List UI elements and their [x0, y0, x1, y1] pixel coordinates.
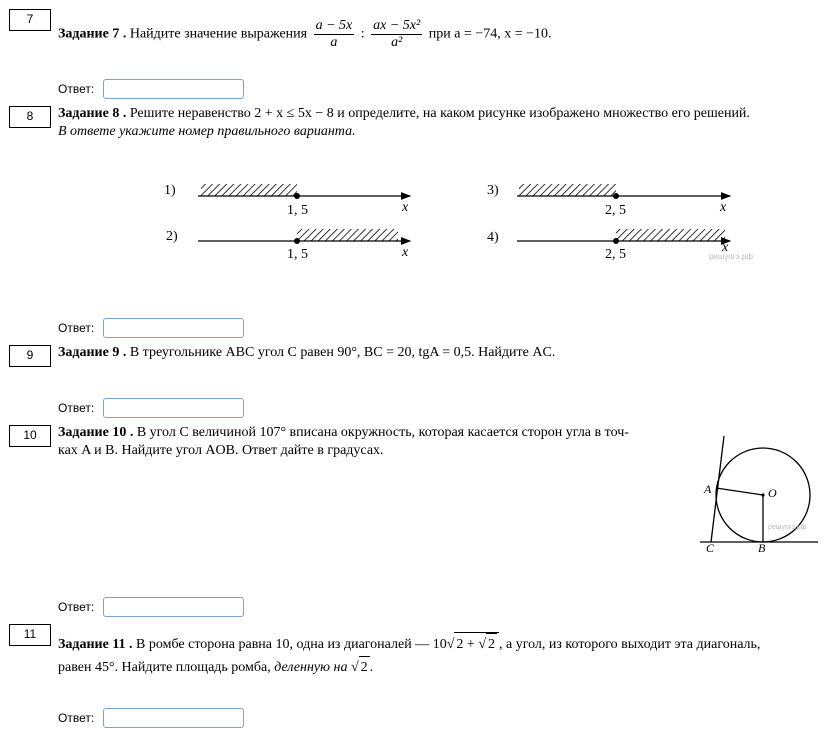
option-3-point: 2, 5 — [605, 203, 626, 218]
task-11-heading: Задание 11 . — [58, 637, 133, 652]
answer-input-8[interactable] — [103, 318, 244, 338]
task-8-heading: Задание 8 . — [58, 106, 127, 121]
answer-input-11[interactable] — [103, 708, 244, 728]
task-10-prompt-2: ках A и B. Найдите угол AOB. Ответ дайте в градусах. — [58, 443, 384, 458]
nested-radical: 10√ 2 + √ 2 — [433, 637, 499, 652]
division-sign: : — [360, 26, 365, 42]
task-8-prompt: Решите неравенство 2 + x ≤ 5x − 8 и определите, на каком рисунке изображено множество его решений. — [129, 106, 750, 121]
fraction-1-numerator: a − 5x — [315, 18, 353, 33]
option-1-variable: x — [402, 200, 409, 215]
option-4-label: 4) — [487, 230, 499, 245]
task-11-prompt-3: равен 45°. Найдите площадь ромба, — [58, 660, 271, 675]
answer-input-9[interactable] — [103, 398, 244, 418]
task-11-text: Задание 11 . В ромбе сторона равна 10, одна из диагоналей — 10√ 2 + √ 2 , а угол, из которого выходит эта диагональ, равен 45°. Найдите площадь ромба, деленную на √ 2 . — [58, 632, 828, 679]
option-3-label: 3) — [487, 183, 499, 198]
option-4-variable: x — [722, 240, 729, 255]
answer-input-10[interactable] — [103, 597, 244, 617]
task-9-text — [58, 344, 555, 362]
answer-label-11: Ответ: — [58, 711, 95, 725]
fraction-1-denominator: a — [330, 35, 338, 50]
option-2-label: 2) — [166, 229, 178, 244]
task-number-7: 7 — [9, 9, 51, 31]
point-c-label: C — [706, 541, 715, 555]
option-2-point: 1, 5 — [287, 247, 308, 262]
point-b-label: B — [758, 541, 766, 555]
task-number-10: 10 — [9, 425, 51, 447]
option-2-variable: x — [402, 245, 409, 260]
fraction-2-numerator: ax − 5x² — [373, 18, 421, 33]
task-8-note: В ответе укажите номер правильного варианта. — [58, 124, 356, 139]
option-1-point: 1, 5 — [287, 203, 308, 218]
task-7-values: при a = −74, x = −10. — [428, 26, 552, 42]
task-number-8: 8 — [9, 106, 51, 128]
point-o-label: O — [768, 486, 777, 500]
task-9-prompt: В треугольнике ABC угол C равен 90°, BC = 20, tgA = 0,5. Найдите AC. — [129, 345, 556, 360]
number-line-option-3 — [517, 184, 730, 199]
fraction-2-denominator: a² — [391, 35, 403, 50]
sqrt-two: √ 2 — [351, 660, 370, 675]
task-11-prompt-2: , а угол, из которого выходит эта диагональ, — [499, 637, 761, 652]
task-9-heading: Задание 9 . — [58, 345, 127, 360]
answer-label-7: Ответ: — [58, 82, 95, 96]
answer-label-9: Ответ: — [58, 401, 95, 415]
answer-label-8: Ответ: — [58, 321, 95, 335]
task-7-heading: Задание 7 . — [58, 26, 127, 42]
task-10-prompt: В угол C величиной 107° вписана окружность, которая касается сторон угла в точ- — [136, 425, 629, 440]
point-a-label: A — [704, 482, 712, 496]
task-10-heading: Задание 10 . — [58, 425, 134, 440]
number-line-option-4 — [517, 229, 730, 244]
figure-watermark: решуогэ.рф — [768, 524, 807, 531]
option-3-variable: x — [720, 200, 727, 215]
task-7-prompt: Найдите значение выражения — [129, 26, 308, 42]
number-line-option-2 — [198, 229, 410, 244]
task-10-text — [58, 424, 692, 460]
number-line-option-1 — [198, 184, 410, 199]
task-number-11: 11 — [9, 624, 51, 646]
watermark: решуогэ.рф — [709, 252, 753, 261]
task-number-9: 9 — [9, 345, 51, 367]
option-1-label: 1) — [164, 183, 176, 198]
answer-label-10: Ответ: — [58, 600, 95, 614]
option-4-point: 2, 5 — [605, 247, 626, 262]
task-11-divisor-text: деленную на — [274, 660, 348, 675]
task-11-prompt: В ромбе сторона равна 10, одна из диагоналей — — [136, 637, 430, 652]
